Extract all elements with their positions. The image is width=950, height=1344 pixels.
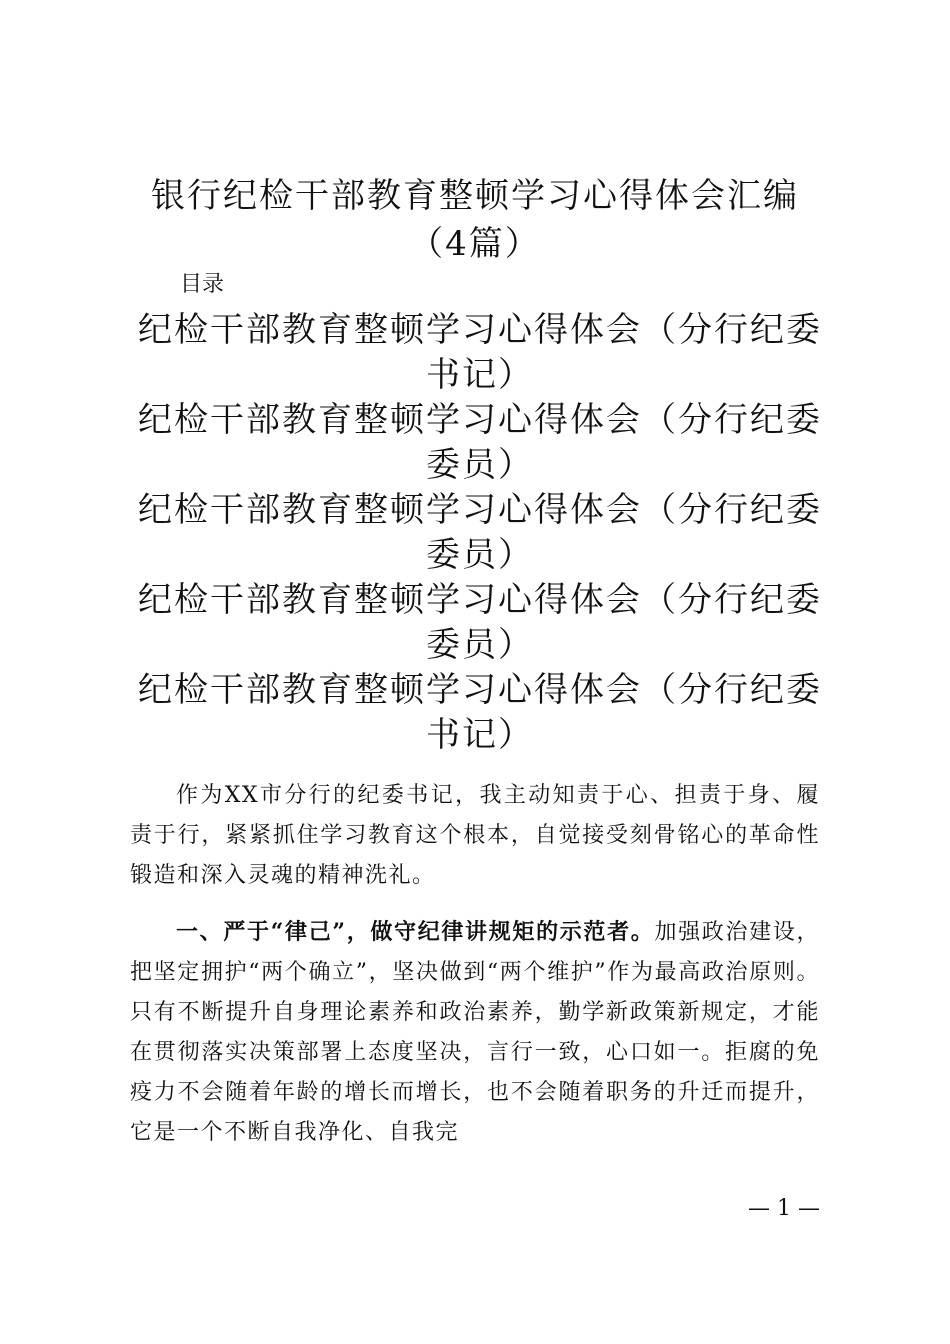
section-1-paragraph <box>130 912 820 1153</box>
toc-item[interactable]: 纪检干部教育整顿学习心得体会（分行纪委书记） <box>138 670 822 755</box>
document-title: 银行纪检干部教育整顿学习心得体会汇编（4篇） <box>151 176 799 264</box>
toc-label: 目录 <box>180 272 225 297</box>
toc-item[interactable]: 纪检干部教育整顿学习心得体会（分行纪委委员） <box>138 580 822 665</box>
page-number: — 1 — <box>748 1196 820 1221</box>
table-of-contents <box>130 308 830 758</box>
toc-item[interactable]: 纪检干部教育整顿学习心得体会（分行纪委委员） <box>138 400 822 485</box>
toc-item[interactable]: 纪检干部教育整顿学习心得体会（分行纪委书记） <box>138 310 822 395</box>
section-1-heading: 一、严于“律己”，做守纪律讲规矩的示范者。 <box>176 919 655 945</box>
section-1-text: 加强政治建设，把坚定拥护“两个确立”，坚决做到“两个维护”作为最高政治原则。只有不断提升自身理论素养和政治素养，勤学新政策新规定，才能在贯彻落实决策部署上态度坚决，言行一致，心口如一。拒腐的免疫力不会随着年龄的增长而增长，也不会随着职务的升迁而提升，它是一个不断自我净化、自我完 <box>130 920 820 1145</box>
toc-item[interactable]: 纪检干部教育整顿学习心得体会（分行纪委委员） <box>138 490 822 575</box>
intro-paragraph: 作为XX市分行的纪委书记，我主动知责于心、担责于身、履责于行，紧紧抓住学习教育这个根本，自觉接受刻骨铭心的革命性锻造和深入灵魂的精神洗礼。 <box>130 783 820 888</box>
